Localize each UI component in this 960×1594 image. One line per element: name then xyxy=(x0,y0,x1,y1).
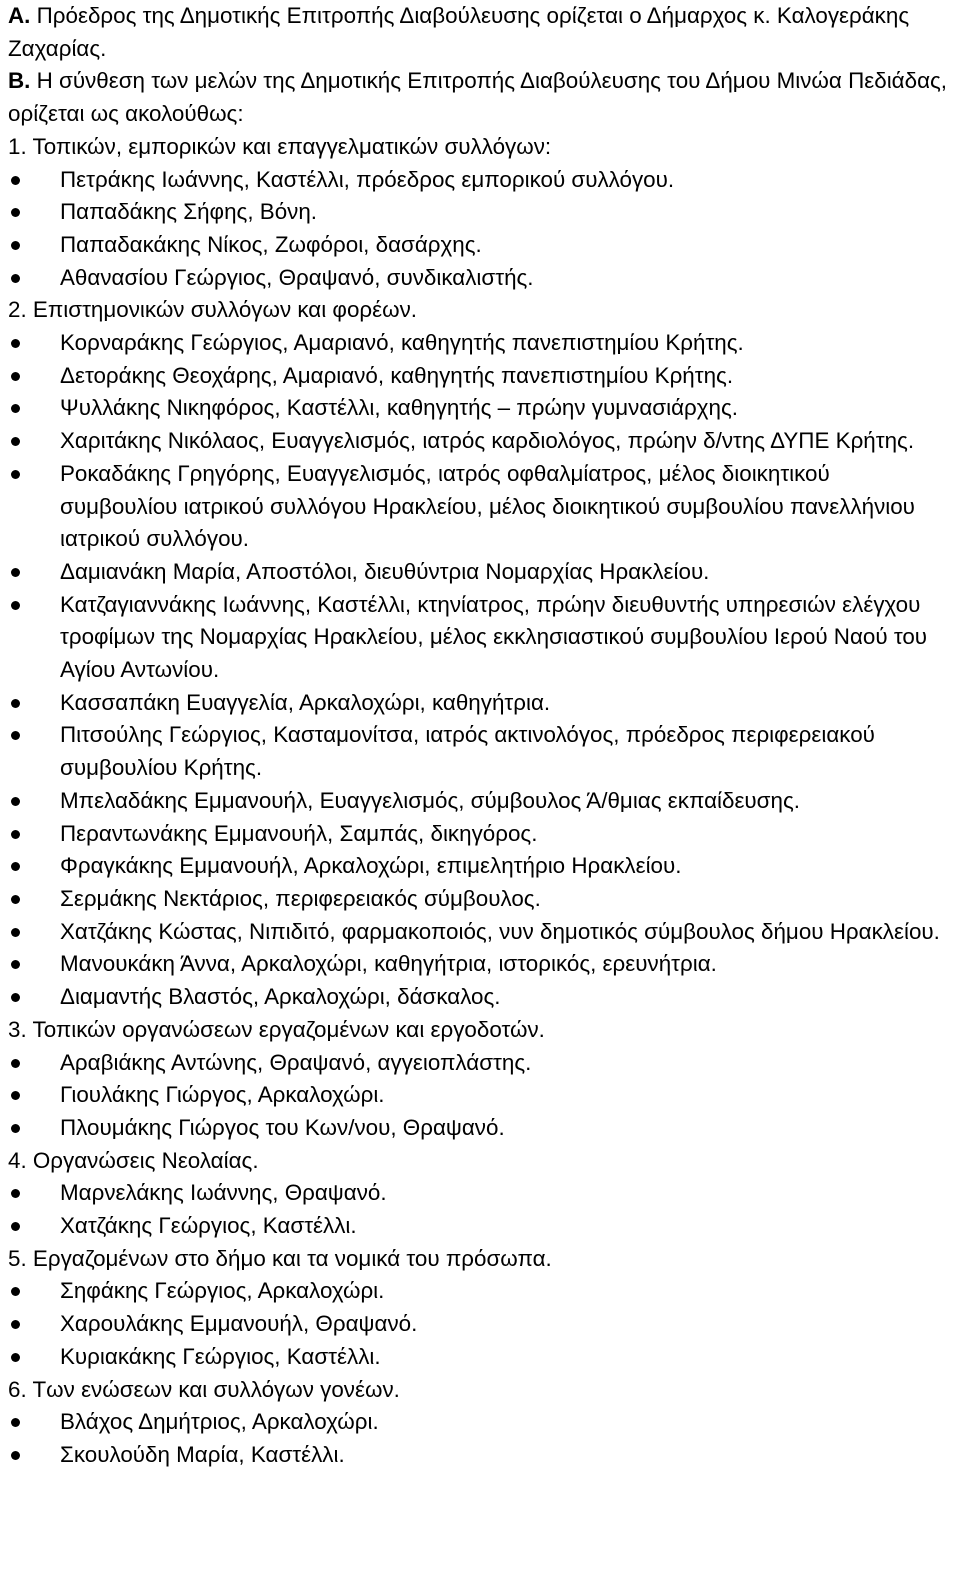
list-item xyxy=(8,1308,952,1341)
bullet-icon xyxy=(11,372,20,381)
bullet-icon xyxy=(11,731,20,740)
bullet-icon xyxy=(11,1059,20,1068)
list-item-text: Δαμιανάκη Μαρία, Αποστόλοι, διευθύντρια Νομαρχίας Ηρακλείου. xyxy=(60,558,710,584)
paragraph-a xyxy=(8,0,952,65)
bullet-icon xyxy=(11,176,20,185)
bullet-icon xyxy=(11,274,20,283)
paragraph-b xyxy=(8,65,952,130)
list-item xyxy=(8,262,952,295)
list-item-text: Μαρνελάκης Ιωάννης, Θραψανό. xyxy=(60,1180,387,1206)
list-item xyxy=(8,1177,952,1210)
list-item xyxy=(8,883,952,916)
paragraph-b-label: Β. xyxy=(8,68,31,94)
list-item xyxy=(8,916,952,949)
list-item-text: Αραβιάκης Αντώνης, Θραψανό, αγγειοπλάστης. xyxy=(60,1049,532,1075)
list-item-text: Ροκαδάκης Γρηγόρης, Ευαγγελισμός, ιατρός οφθαλμίατρος, μέλος διοικητικού συμβουλίου ιατρικού συλλόγου Ηρακλείου, μέλος διοικητικού συμβουλίου πανελλήνιου ιατρικού συλλόγου. xyxy=(60,460,915,552)
section-6 xyxy=(8,1374,952,1472)
section-3 xyxy=(8,1014,952,1145)
paragraph-a-text: Πρόεδρος της Δημοτικής Επιτροπής Διαβούλευσης ορίζεται ο Δήμαρχος κ. Καλογεράκης Ζαχαρίας. xyxy=(8,3,910,61)
list-item-text: Παπαδακάκης Νίκος, Ζωφόροι, δασάρχης. xyxy=(60,231,482,257)
bullet-icon xyxy=(11,601,20,610)
list-item xyxy=(8,425,952,458)
list-item xyxy=(8,785,952,818)
bullet-icon xyxy=(11,928,20,937)
list-item-text: Διαμαντής Βλαστός, Αρκαλοχώρι, δάσκαλος. xyxy=(60,984,501,1010)
section-5 xyxy=(8,1243,952,1374)
list-item xyxy=(8,1275,952,1308)
bullet-icon xyxy=(11,895,20,904)
section-heading: 1. Τοπικών, εμπορικών και επαγγελματικών συλλόγων: xyxy=(8,133,552,159)
list-item-text: Κασσαπάκη Ευαγγελία, Αρκαλοχώρι, καθηγήτρια. xyxy=(60,689,551,715)
list-item-text: Σκουλούδη Μαρία, Καστέλλι. xyxy=(60,1441,345,1467)
list-item xyxy=(8,229,952,262)
list-item-text: Χαριτάκης Νικόλαος, Ευαγγελισμός, ιατρός καρδιολόγος, πρώην δ/ντης ΔΥΠΕ Κρήτης. xyxy=(60,428,915,454)
list-item-text: Χατζάκης Κώστας, Νιπιδιτό, φαρμακοποιός, νυν δημοτικός σύμβουλος δήμου Ηρακλείου. xyxy=(60,918,940,944)
paragraph-b-text: Η σύνθεση των μελών της Δημοτικής Επιτροπής Διαβούλευσης του Δήμου Μινώα Πεδιάδας, ορίζεται ως ακολούθως: xyxy=(8,68,948,127)
list-item xyxy=(8,589,952,687)
list-item-text: Αθανασίου Γεώργιος, Θραψανό, συνδικαλιστής. xyxy=(60,264,534,290)
list-item-text: Περαντωνάκης Εμμανουήλ, Σαμπάς, δικηγόρος. xyxy=(60,820,538,846)
bullet-icon xyxy=(11,960,20,969)
list-item xyxy=(8,196,952,229)
list-item-text: Κορναράκης Γεώργιος, Αμαριανό, καθηγητής πανεπιστημίου Κρήτης. xyxy=(60,330,744,356)
list-item xyxy=(8,687,952,720)
section-heading: 2. Επιστημονικών συλλόγων και φορέων. xyxy=(8,297,418,323)
list-item xyxy=(8,1439,952,1472)
list-item-text: Μανουκάκη Άννα, Αρκαλοχώρι, καθηγήτρια, ιστορικός, ερευνήτρια. xyxy=(60,951,717,977)
list-item xyxy=(8,1406,952,1439)
list-item xyxy=(8,360,952,393)
list-item-text: Γιουλάκης Γιώργος, Αρκαλοχώρι. xyxy=(60,1082,385,1108)
bullet-icon xyxy=(11,437,20,446)
bullet-icon xyxy=(11,830,20,839)
list-item xyxy=(8,164,952,197)
list-item-text: Σηφάκης Γεώργιος, Αρκαλοχώρι. xyxy=(60,1278,385,1304)
list-item-text: Πλουμάκης Γιώργος του Κων/νου, Θραψανό. xyxy=(60,1114,505,1140)
bullet-icon xyxy=(11,1353,20,1362)
bullet-icon xyxy=(11,1091,20,1100)
list-item xyxy=(8,458,952,556)
list-item xyxy=(8,327,952,360)
bullet-icon xyxy=(11,339,20,348)
list-item-text: Παπαδάκης Σήφης, Βόνη. xyxy=(60,199,318,225)
document-page xyxy=(8,0,952,1472)
section-4 xyxy=(8,1145,952,1243)
list-item-text: Πιτσούλης Γεώργιος, Κασταμονίτσα, ιατρός ακτινολόγος, πρόεδρος περιφερειακού συμβουλίου Κρήτης. xyxy=(60,722,875,781)
bullet-icon xyxy=(11,797,20,806)
list-item xyxy=(8,392,952,425)
list-item-text: Χαρουλάκης Εμμανουήλ, Θραψανό. xyxy=(60,1311,418,1337)
bullet-icon xyxy=(11,241,20,250)
list-item xyxy=(8,1210,952,1243)
list-item-text: Πετράκης Ιωάννης, Καστέλλι, πρόεδρος εμπορικού συλλόγου. xyxy=(60,166,675,192)
bullet-icon xyxy=(11,1124,20,1133)
section-1 xyxy=(8,131,952,295)
bullet-icon xyxy=(11,862,20,871)
list-item xyxy=(8,981,952,1014)
list-item-text: Χατζάκης Γεώργιος, Καστέλλι. xyxy=(60,1213,357,1239)
list-item-text: Κυριακάκης Γεώργιος, Καστέλλι. xyxy=(60,1343,381,1369)
list-item xyxy=(8,556,952,589)
list-item-text: Μπελαδάκης Εμμανουήλ, Ευαγγελισμός, σύμβουλος Ά/θμιας εκπαίδευσης. xyxy=(60,787,800,813)
bullet-icon xyxy=(11,568,20,577)
section-heading: 6. Των ενώσεων και συλλόγων γονέων. xyxy=(8,1376,400,1402)
list-item-text: Φραγκάκης Εμμανουήλ, Αρκαλοχώρι, επιμελητήριο Ηρακλείου. xyxy=(60,853,682,879)
bullet-icon xyxy=(11,208,20,217)
bullet-icon xyxy=(11,404,20,413)
list-item xyxy=(8,719,952,784)
list-item xyxy=(8,1079,952,1112)
list-item xyxy=(8,948,952,981)
bullet-icon xyxy=(11,1287,20,1296)
list-item xyxy=(8,1112,952,1145)
list-item xyxy=(8,1047,952,1080)
list-item xyxy=(8,818,952,851)
list-item-text: Δετοράκης Θεοχάρης, Αμαριανό, καθηγητής πανεπιστημίου Κρήτης. xyxy=(60,362,734,388)
bullet-icon xyxy=(11,1222,20,1231)
section-heading: 4. Οργανώσεις Νεολαίας. xyxy=(8,1147,259,1173)
list-item-text: Βλάχος Δημήτριος, Αρκαλοχώρι. xyxy=(60,1409,379,1435)
list-item-text: Ψυλλάκης Νικηφόρος, Καστέλλι, καθηγητής – πρώην γυμνασιάρχης. xyxy=(60,395,738,421)
bullet-icon xyxy=(11,1451,20,1460)
member-sections xyxy=(8,131,952,1472)
bullet-icon xyxy=(11,1418,20,1427)
section-heading: 3. Τοπικών οργανώσεων εργαζομένων και εργοδοτών. xyxy=(8,1016,545,1042)
bullet-icon xyxy=(11,1320,20,1329)
bullet-icon xyxy=(11,699,20,708)
bullet-icon xyxy=(11,993,20,1002)
list-item-text: Κατζαγιαννάκης Ιωάννης, Καστέλλι, κτηνίατρος, πρώην διευθυντής υπηρεσιών ελέγχου τροφίμων της Νομαρχίας Ηρακλείου, μέλος εκκλησιαστικού συμβουλίου Ιερού Ναού του Αγίου Αντωνίου. xyxy=(60,591,928,683)
list-item-text: Σερμάκης Νεκτάριος, περιφερειακός σύμβουλος. xyxy=(60,885,541,911)
bullet-icon xyxy=(11,470,20,479)
bullet-icon xyxy=(11,1189,20,1198)
section-2 xyxy=(8,294,952,1013)
list-item xyxy=(8,850,952,883)
list-item xyxy=(8,1341,952,1374)
section-heading: 5. Εργαζομένων στο δήμο και τα νομικά του πρόσωπα. xyxy=(8,1245,552,1271)
paragraph-a-label: Α. xyxy=(8,3,31,28)
